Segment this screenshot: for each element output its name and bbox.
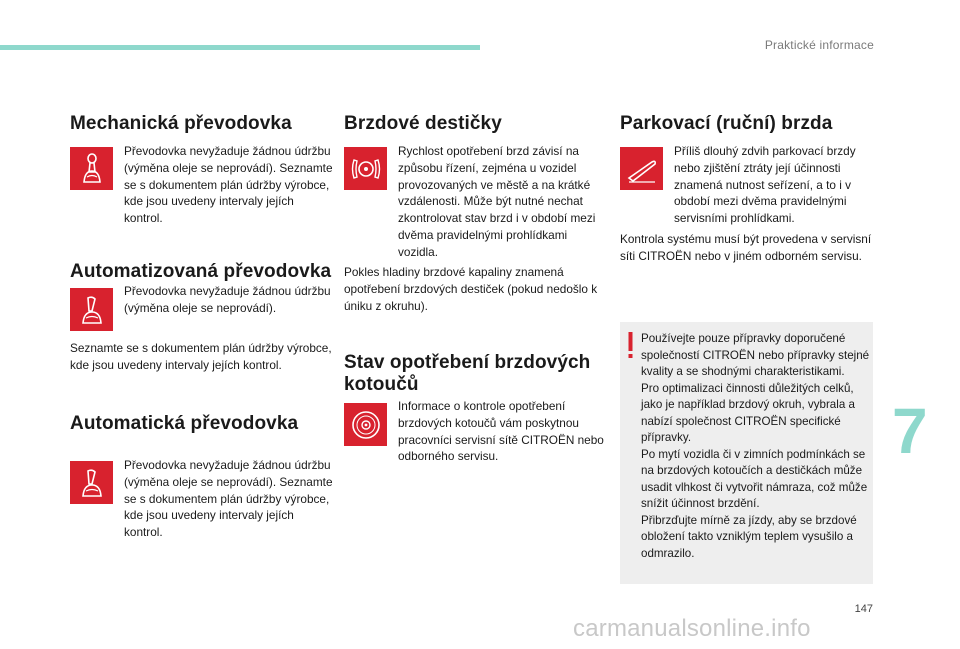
- exclamation-icon: [628, 332, 633, 360]
- brake-pads-text: Rychlost opotřebení brzd závisí na způsobu řízení, zejména u vozidel provozovaných ve městě a na krátké vzdálenosti. Může být nutné nechat zkontrolovat stav brzd i v období mezi dvěma pravidelnými prohlídkami vozidla.: [398, 144, 596, 259]
- header-accent-bar: [0, 45, 480, 50]
- brake-discs-text: Informace o kontrole opotřebení brzdových kotoučů vám poskytnou pracovníci servisní sítě CITROËN nebo odborného servisu.: [398, 399, 604, 464]
- section-title: Praktické informace: [764, 38, 874, 52]
- warning-paragraph: Používejte pouze přípravky doporučené společností CITROËN nebo přípravky stejné kvality a se shodnými charakteristikami.: [641, 332, 870, 378]
- heading-brake-discs-line2: kotoučů: [344, 374, 419, 395]
- chapter-number: 7: [892, 395, 928, 467]
- parking-brake-note: Kontrola systému musí být provedena v servisní síti CITROËN nebo v jiném odborném servisu.: [620, 232, 872, 263]
- parking-brake-text: Příliš dlouhý zdvih parkovací brzdy nebo zjištění ztráty její účinnosti znamená nutnost seřízení, a to i v období mezi dvěma pravidelnými servisními prohlídkami.: [674, 144, 856, 226]
- warning-paragraph: Po mytí vozidla či v zimních podmínkách se na brzdových kotoučích a destičkách může usadit vlhkost či vytvořit námraza, což může snížit účinnost brzdění.: [641, 447, 868, 510]
- brake-pads-note: Pokles hladiny brzdové kapaliny znamená opotřebení brzdových destiček (pokud nedošlo k úniku z okruhu).: [344, 265, 598, 313]
- watermark: carmanualsonline.info: [573, 615, 811, 642]
- brake-pads-icon: [344, 147, 387, 190]
- heading-brake-pads: Brzdové destičky: [344, 113, 502, 134]
- warning-paragraph: Pro optimalizaci činnosti důležitých celků, jako je například brzdový okruh, vybrala a nabízí společnost CITROËN specifické přípravky.: [641, 381, 855, 444]
- heading-manual-gearbox: Mechanická převodovka: [70, 113, 292, 134]
- automated-gearbox-note: Seznamte se s dokumentem plán údržby výrobce, kde jsou uvedeny intervaly jejích kontrol.: [70, 341, 332, 372]
- brake-disc-icon: [344, 403, 387, 446]
- manual-gearbox-text: Převodovka nevyžaduje žádnou údržbu (výměna oleje se neprovádí). Seznamte se s dokumentem plán údržby výrobce, kde jsou uvedeny intervaly jejích kontrol.: [124, 144, 333, 226]
- heading-automated-gearbox: Automatizovaná převodovka: [70, 261, 332, 282]
- manual-gearbox-icon: [70, 147, 113, 190]
- warning-paragraph: Přibrzďujte mírně za jízdy, aby se brzdové obložení takto vzniklým teplem vysušilo a odmrazilo.: [641, 513, 857, 560]
- automated-gearbox-text: Převodovka nevyžaduje žádnou údržbu (výměna oleje se neprovádí).: [124, 284, 331, 315]
- automated-gearbox-icon: [70, 288, 113, 331]
- automatic-gearbox-icon: [70, 461, 113, 504]
- parking-brake-icon: [620, 147, 663, 190]
- automatic-gearbox-text: Převodovka nevyžaduje žádnou údržbu (výměna oleje se neprovádí). Seznamte se s dokumentem plán údržby výrobce, kde jsou uvedeny intervaly jejích kontrol.: [124, 458, 333, 540]
- heading-automatic-gearbox: Automatická převodovka: [70, 413, 299, 434]
- warning-text: [641, 331, 871, 562]
- page-number: 147: [854, 603, 873, 615]
- heading-parking-brake: Parkovací (ruční) brzda: [620, 113, 833, 134]
- warning-box: [620, 322, 873, 584]
- heading-brake-discs: [344, 352, 590, 396]
- heading-brake-discs-line1: Stav opotřebení brzdových: [344, 352, 591, 373]
